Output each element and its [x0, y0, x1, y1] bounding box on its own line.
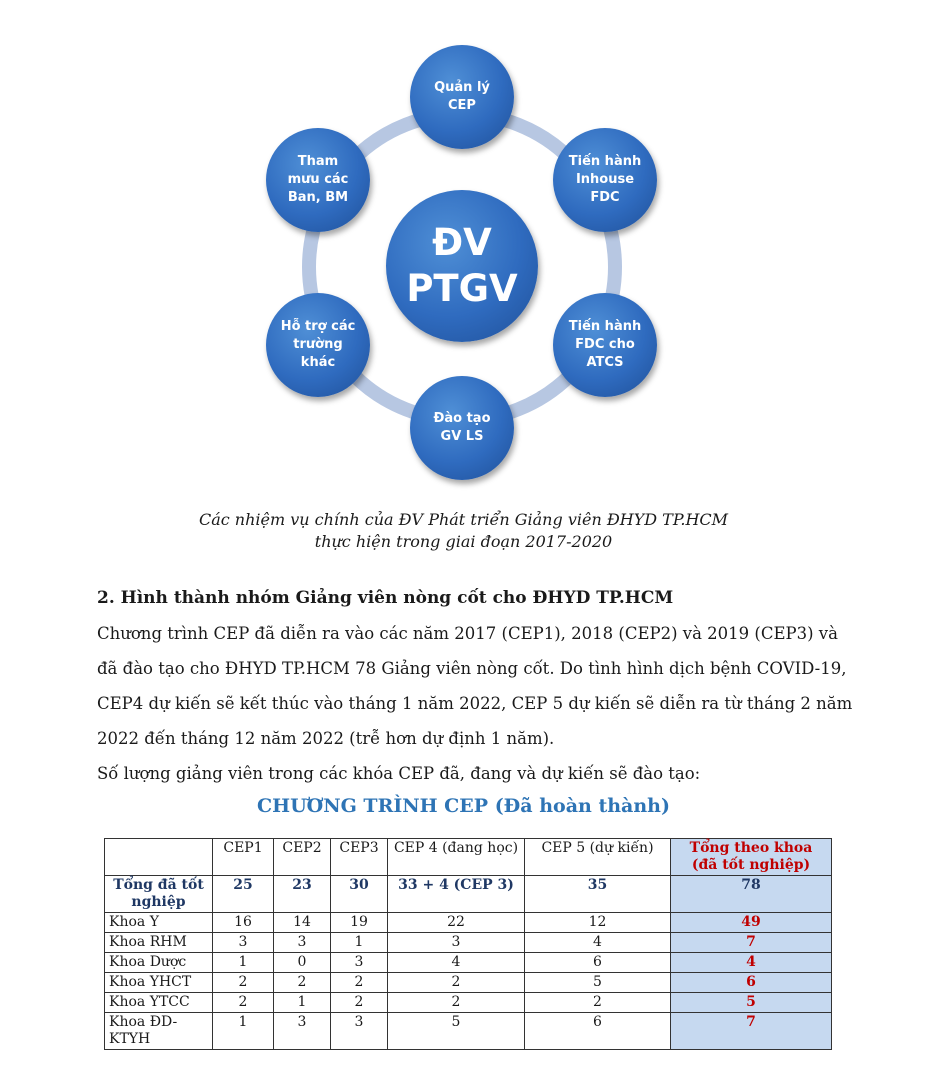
- table-cell: 1: [213, 953, 274, 973]
- summary-cell: 25: [213, 876, 274, 913]
- center-node: ĐV PTGV: [386, 190, 538, 342]
- header-cell: CEP 5 (dự kiến): [525, 839, 671, 876]
- table-cell: 3: [213, 933, 274, 953]
- table-cell: 6: [525, 1013, 671, 1050]
- tasks-diagram: [0, 0, 927, 500]
- row-label: Khoa ĐD-KTYH: [105, 1013, 213, 1050]
- table-cell: 4: [388, 953, 525, 973]
- row-label: Khoa YTCC: [105, 993, 213, 1013]
- row-total: 49: [671, 913, 832, 933]
- paragraph-line: CEP4 dự kiến sẽ kết thúc vào tháng 1 năm 2022, CEP 5 dự kiến sẽ diễn ra từ tháng 2 năm: [97, 694, 853, 713]
- table-cell: 2: [213, 993, 274, 1013]
- paragraph-line: Chương trình CEP đã diễn ra vào các năm 2017 (CEP1), 2018 (CEP2) và 2019 (CEP3) và: [97, 624, 838, 643]
- table-cell: 2: [331, 993, 388, 1013]
- header-cell: CEP2: [274, 839, 331, 876]
- node-inhouse-fdc: Tiến hành Inhouse FDC: [553, 128, 657, 232]
- table-cell: 3: [331, 1013, 388, 1050]
- table-cell: 1: [274, 993, 331, 1013]
- table-cell: 3: [274, 933, 331, 953]
- table-cell: 2: [331, 973, 388, 993]
- summary-cell: 30: [331, 876, 388, 913]
- row-label: Khoa RHM: [105, 933, 213, 953]
- table-cell: 4: [525, 933, 671, 953]
- summary-row: [105, 876, 832, 913]
- header-cell: [105, 839, 213, 876]
- table-cell: 6: [525, 953, 671, 973]
- cep-table: [104, 838, 832, 1050]
- table-row: [105, 953, 832, 973]
- table-cell: 2: [388, 993, 525, 1013]
- table-cell: 3: [388, 933, 525, 953]
- node-manage-cep: Quản lý CEP: [410, 45, 514, 149]
- table-row: [105, 1013, 832, 1050]
- summary-total: 78: [671, 876, 832, 913]
- table-cell: 16: [213, 913, 274, 933]
- table-row: [105, 913, 832, 933]
- table-row: [105, 933, 832, 953]
- summary-label: Tổng đã tốt nghiệp: [105, 876, 213, 913]
- table-cell: 12: [525, 913, 671, 933]
- table-cell: 14: [274, 913, 331, 933]
- table-cell: 22: [388, 913, 525, 933]
- table-cell: 1: [331, 933, 388, 953]
- paragraph-line: 2022 đến tháng 12 năm 2022 (trễ hơn dự định 1 năm).: [97, 729, 555, 748]
- row-total: 5: [671, 993, 832, 1013]
- header-cell: CEP 4 (đang học): [388, 839, 525, 876]
- table-row: [105, 973, 832, 993]
- table-cell: 2: [213, 973, 274, 993]
- row-total: 6: [671, 973, 832, 993]
- table-cell: 19: [331, 913, 388, 933]
- row-label: Khoa Y: [105, 913, 213, 933]
- summary-cell: 23: [274, 876, 331, 913]
- row-label: Khoa Dược: [105, 953, 213, 973]
- table-cell: 2: [525, 993, 671, 1013]
- paragraph-line: đã đào tạo cho ĐHYD TP.HCM 78 Giảng viên nòng cốt. Do tình hình dịch bệnh COVID-19,: [97, 659, 847, 678]
- row-label: Khoa YHCT: [105, 973, 213, 993]
- node-support-schools: Hỗ trợ các trường khác: [266, 293, 370, 397]
- table-header-row: [105, 839, 832, 876]
- table-cell: 5: [525, 973, 671, 993]
- header-cell: CEP3: [331, 839, 388, 876]
- header-cell: CEP1: [213, 839, 274, 876]
- row-total: 4: [671, 953, 832, 973]
- summary-cell: 35: [525, 876, 671, 913]
- row-total: 7: [671, 933, 832, 953]
- table-cell: 1: [213, 1013, 274, 1050]
- table-cell: 0: [274, 953, 331, 973]
- table-cell: 5: [388, 1013, 525, 1050]
- node-fdc-atcs: Tiến hành FDC cho ATCS: [553, 293, 657, 397]
- table-cell: 3: [274, 1013, 331, 1050]
- header-cell-total: Tổng theo khoa (đã tốt nghiệp): [671, 839, 832, 876]
- paragraph-line: Số lượng giảng viên trong các khóa CEP đã, đang và dự kiến sẽ đào tạo:: [97, 764, 701, 783]
- node-advise-boards: Tham mưu các Ban, BM: [266, 128, 370, 232]
- figure-caption-line1: Các nhiệm vụ chính của ĐV Phát triển Giảng viên ĐHYD TP.HCM: [198, 510, 729, 529]
- table-cell: 2: [388, 973, 525, 993]
- figure-caption-line2: thực hiện trong giai đoạn 2017-2020: [314, 532, 613, 551]
- table-row: [105, 993, 832, 1013]
- table-cell: 2: [274, 973, 331, 993]
- summary-cell: 33 + 4 (CEP 3): [388, 876, 525, 913]
- table-title: CHƯƠNG TRÌNH CEP (Đã hoàn thành): [257, 795, 670, 817]
- row-total: 7: [671, 1013, 832, 1050]
- node-train-gv-ls: Đào tạo GV LS: [410, 376, 514, 480]
- table-cell: 3: [331, 953, 388, 973]
- section-heading: 2. Hình thành nhóm Giảng viên nòng cốt cho ĐHYD TP.HCM: [97, 588, 674, 608]
